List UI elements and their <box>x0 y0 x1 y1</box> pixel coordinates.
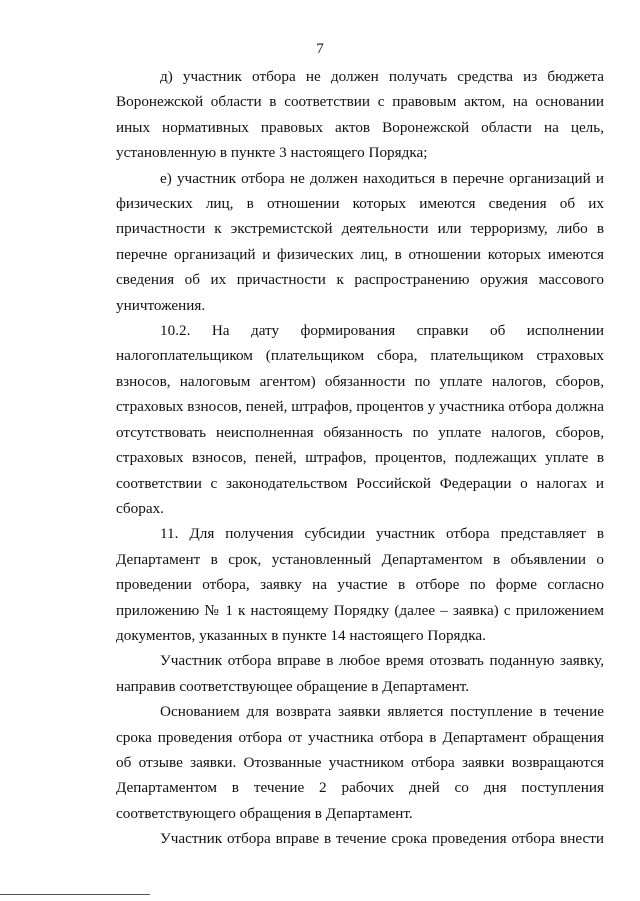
paragraph-item-e: е) участник отбора не должен находиться в перечне организаций и физических лиц, в отношении которых имеются сведения об их причастности к экстремистской деятельности или терроризму, либо в перечне организаций и физических лиц, в отношении которых имеются сведения об их причастности к распространению оружия массового уничтожения. <box>116 169 604 314</box>
paragraph-return-basis: Основанием для возврата заявки является поступление в течение срока проведения отбора от участника отбора в Департамент обращения об отзыве заявки. Отозванные участником отбора заявки возвращаются Департаментом в течение 2 рабочих дней со дня поступления соответствующего обращения в Департамент. <box>116 703 604 822</box>
paragraph-amendment-continued: Участник отбора вправе в течение срока проведения отбора внести <box>160 830 604 848</box>
document-body <box>116 64 604 852</box>
paragraph-11: 11. Для получения субсидии участник отбора представляет в Департамент в срок, установленный Департаментом в объявлении о проведении отбора, заявку на участие в отборе по форме согласно приложению № 1 к настоящему Порядку (далее – заявка) с приложением документов, указанных в пункте 14 настоящего Порядка. <box>116 525 604 644</box>
paragraph-10-2: 10.2. На дату формирования справки об исполнении налогоплательщиком (плательщиком сбора, плательщиком страховых взносов, налоговым агентом) обязанности по уплате налогов, сборов, страховых взносов, пеней, штрафов, процентов у участника отбора должна отсутствовать неисполненная обязанность по уплате налогов, сборов, страховых взносов, пеней, штрафов, процентов, подлежащих уплате в соответствии с законодательством Российской Федерации о налогах и сборах. <box>116 322 604 517</box>
bottom-rule <box>0 894 150 895</box>
paragraph-item-d: д) участник отбора не должен получать средства из бюджета Воронежской области в соответствии с правовым актом, на основании иных нормативных правовых актов Воронежской области на цель, установленную в пункте 3 настоящего Порядка; <box>116 68 604 162</box>
paragraph-withdrawal-right: Участник отбора вправе в любое время отозвать поданную заявку, направив соответствующее обращение в Департамент. <box>116 652 604 695</box>
page-number: 7 <box>316 41 324 57</box>
